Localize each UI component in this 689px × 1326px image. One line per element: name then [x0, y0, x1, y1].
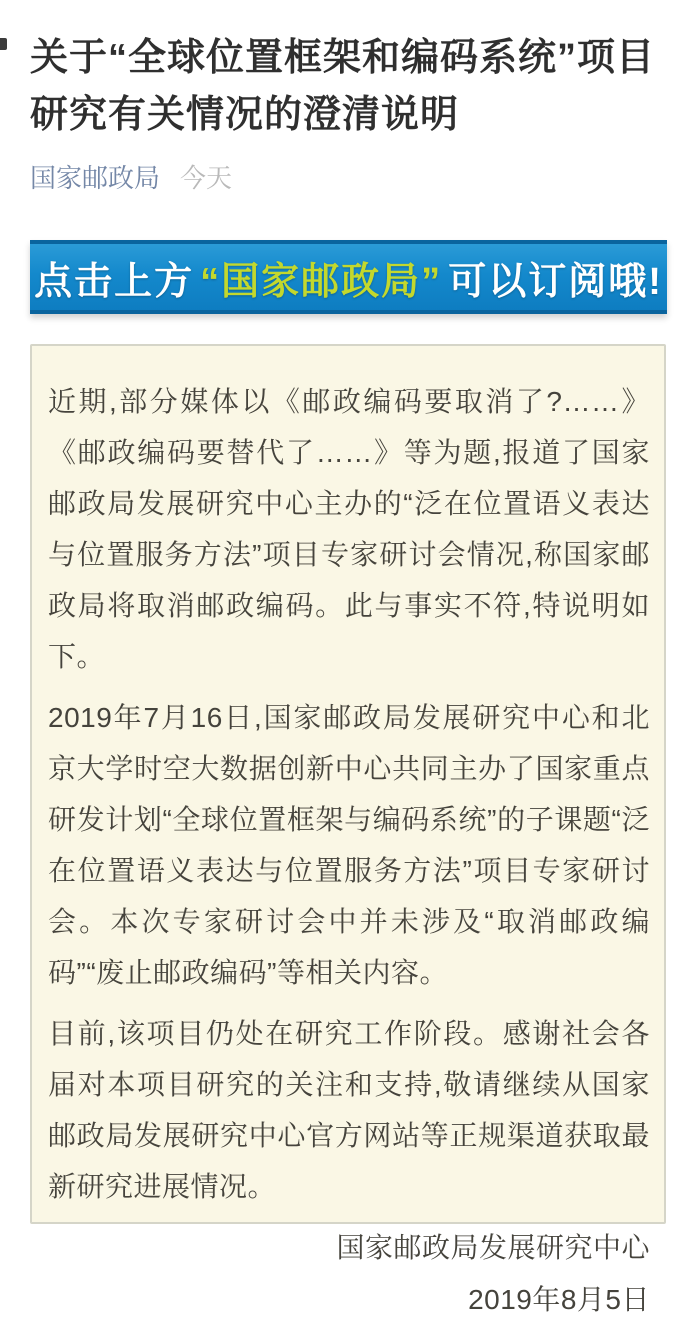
article-meta — [30, 162, 659, 194]
subscribe-banner[interactable] — [30, 240, 667, 314]
article-title: 关于“全球位置框架和编码系统”项目研究有关情况的澄清说明 — [30, 37, 656, 136]
banner-text-prefix: 点击上方 — [34, 260, 195, 303]
account-name-link[interactable]: 国家邮政局 — [30, 163, 161, 193]
body-paragraph-1: 近期,部分媒体以《邮政编码要取消了?……》《邮政编码要替代了……》等为题,报道了国家邮政局发展研究中心主办的“泛在位置语义表达与位置服务方法”项目专家研讨会情况,称国家邮政局将取消邮政编码。此与事实不符,特说明如下。 — [48, 386, 650, 672]
publish-time: 今天 — [180, 163, 233, 193]
signature-org: 国家邮政局发展研究中心 — [336, 1232, 650, 1263]
signature-block — [48, 1222, 650, 1326]
article-body-card — [30, 344, 666, 1315]
banner-text-suffix: 可以订阅哦! — [448, 260, 663, 303]
banner-account-highlight: “国家邮政局” — [200, 260, 443, 303]
body-paragraph-2: 2019年7月16日,国家邮政局发展研究中心和北京大学时空大数据创新中心共同主办了国家重点研发计划“全球位置框架与编码系统”的子课题“泛在位置语义表达与位置服务方法”项目专家研讨会。本次专家研讨会中并未涉及“取消邮政编码”“废止邮政编码”等相关内容。 — [48, 702, 650, 988]
signature-date: 2019年8月5日 — [468, 1284, 650, 1315]
body-paragraph-3: 目前,该项目仍处在研究工作阶段。感谢社会各届对本项目研究的关注和支持,敬请继续从国家邮政局发展研究中心官方网站等正规渠道获取最新研究进展情况。 — [48, 1018, 650, 1202]
screen-edge-artifact — [0, 38, 7, 50]
